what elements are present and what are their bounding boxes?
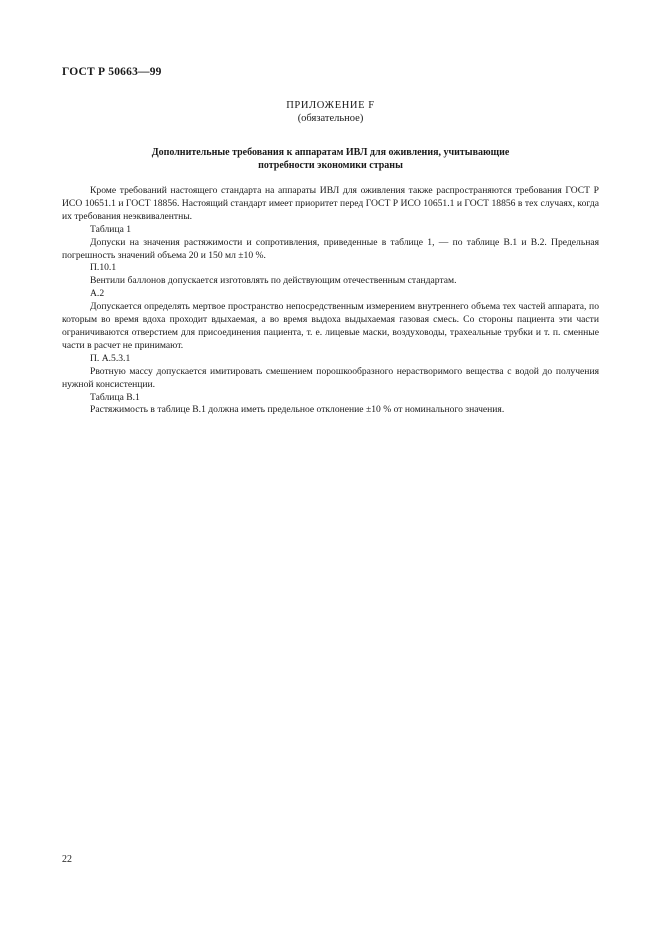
clause-ref-p-10-1: П.10.1 xyxy=(90,262,117,274)
paragraph-intro: Кроме требований настоящего стандарта на аппараты ИВЛ для оживления также распространяются требования ГОСТ Р ИСО 10651.1 и ГОСТ 18856. Настоящий стандарт имеет приоритет перед ГОСТ Р ИСО 10651.1 и ГОСТ 18856 в тех случаях, когда их требования неэквивалентны. xyxy=(62,185,599,222)
paragraph-dead-space: Допускается определять мертвое пространство непосредственным измерением внутреннего объема тех частей аппарата, по которым во время вдоха проходит вдыхаемая, а во время выдоха выдыхаемая газовая смесь. Со стороны пациента эти части ограничиваются отверстием для присоединения пациента, т. е. лицевые маски, воздуховоды, трахеальные трубки и т. п. сменные части в расчет не принимают. xyxy=(62,301,599,351)
clause-ref-p-a-5-3-1: П. А.5.3.1 xyxy=(90,352,131,364)
page-number: 22 xyxy=(62,854,72,865)
paragraph-compliance-tolerance: Растяжимость в таблице В.1 должна иметь предельное отклонение ±10 % от номинального значения. xyxy=(90,404,505,416)
paragraph-cylinder-valves: Вентили баллонов допускается изготовлять по действующим отечественным стандартам. xyxy=(90,275,457,287)
appendix-status: (обязательное) xyxy=(297,113,364,124)
paragraph-vomit-simulation: Рвотную массу допускается имитировать смешением порошкообразного нерастворимого вещества с водой до получения нужной консистенции. xyxy=(62,365,599,390)
appendix-heading-line-1: Дополнительные требования к аппаратам ИВЛ для оживления, учитывающие xyxy=(151,147,510,158)
clause-ref-table-b-1: Таблица В.1 xyxy=(90,391,140,403)
appendix-title: ПРИЛОЖЕНИЕ F xyxy=(286,100,375,111)
clause-ref-a-2: А.2 xyxy=(90,288,105,300)
document-body xyxy=(62,185,599,417)
document-code: ГОСТ Р 50663—99 xyxy=(62,66,162,78)
appendix-heading xyxy=(0,147,661,172)
appendix-header xyxy=(0,99,661,125)
paragraph-tolerances: Допуски на значения растяжимости и сопротивления, приведенные в таблице 1, — по таблице В.1 и В.2. Предельная погрешность значений объема 20 и 150 мл ±10 %. xyxy=(62,236,599,261)
appendix-heading-line-2: потребности экономики страны xyxy=(258,159,403,171)
clause-ref-table-1: Таблица 1 xyxy=(90,223,132,235)
